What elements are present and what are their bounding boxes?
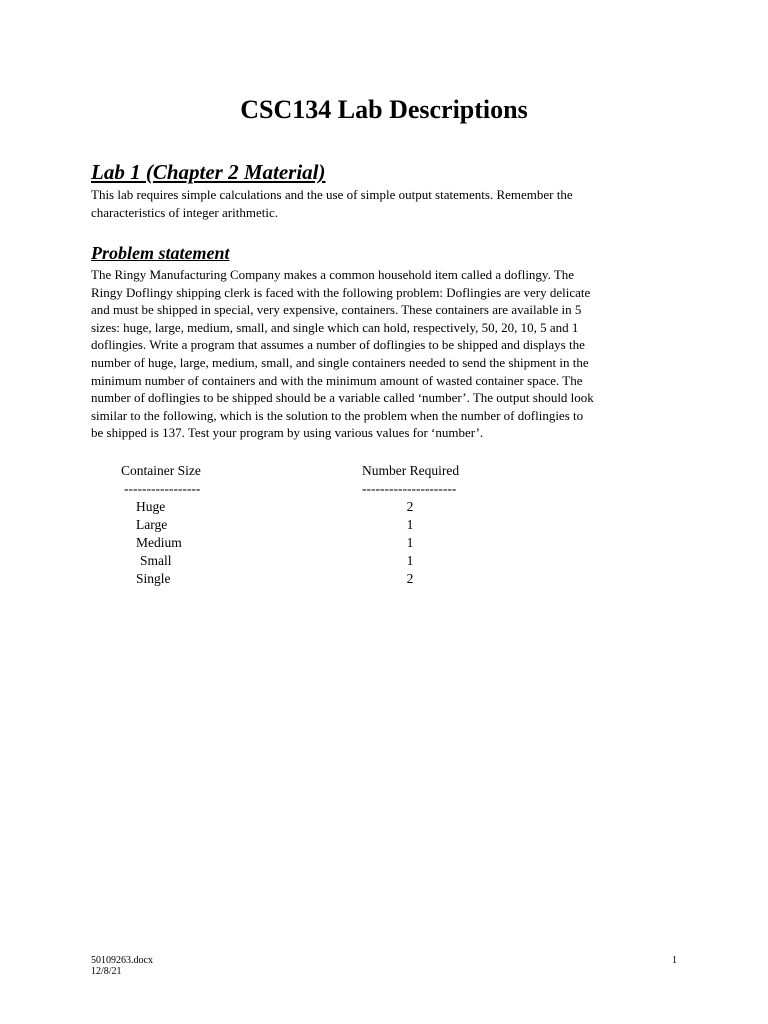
table-divider-number: --------------------- bbox=[362, 481, 457, 496]
problem-line: be shipped is 137. Test your program by using various values for ‘number’. bbox=[91, 425, 484, 441]
table-row-size: Single bbox=[136, 571, 171, 586]
table-row-number: 1 bbox=[406, 535, 414, 550]
problem-paragraph bbox=[91, 266, 691, 442]
problem-line: sizes: huge, large, medium, small, and single which can hold, respectively, 50, 20, 10, 5 and 1 bbox=[91, 319, 579, 335]
table-header-size: Container Size bbox=[121, 463, 201, 478]
footer-date: 12/8/21 bbox=[91, 966, 122, 977]
table-row-size: Medium bbox=[136, 535, 182, 550]
problem-line: minimum number of containers and with the minimum amount of wasted container space. The bbox=[91, 372, 583, 388]
problem-line: Ringy Doflingy shipping clerk is faced with the following problem: Doflingies are very delicate bbox=[91, 284, 591, 300]
intro-line: This lab requires simple calculations and the use of simple output statements. Remember the bbox=[91, 187, 573, 202]
table-divider-size: ----------------- bbox=[124, 481, 201, 496]
table-row-size: Small bbox=[140, 553, 172, 568]
document-title: CSC134 Lab Descriptions bbox=[240, 95, 528, 124]
problem-line: similar to the following, which is the solution to the problem when the number of doflingies to bbox=[91, 407, 584, 423]
problem-line: number of huge, large, medium, small, and single containers needed to send the shipment in the bbox=[91, 354, 589, 370]
problem-line: The Ringy Manufacturing Company makes a common household item called a doflingy. The bbox=[91, 267, 575, 282]
lab-heading: Lab 1 (Chapter 2 Material) bbox=[91, 160, 326, 184]
footer-page-number: 1 bbox=[672, 955, 677, 966]
problem-line: doflingies. Write a program that assumes a number of doflingies to be shipped and displays the bbox=[91, 337, 585, 353]
table-row-size: Huge bbox=[136, 499, 166, 514]
table-row-size: Large bbox=[136, 517, 168, 532]
problem-heading: Problem statement bbox=[91, 243, 230, 263]
table-row-number: 1 bbox=[406, 517, 414, 532]
problem-line: and must be shipped in special, very expensive, containers. These containers are available in 5 bbox=[91, 302, 582, 318]
table-row-number: 2 bbox=[406, 499, 414, 514]
table-header-number: Number Required bbox=[362, 463, 460, 478]
table-row-number: 1 bbox=[406, 553, 414, 568]
problem-line: number of doflingies to be shipped should be a variable called ‘number’. The output should look bbox=[91, 390, 594, 406]
intro-paragraph bbox=[91, 186, 691, 221]
footer-filename: 50109263.docx bbox=[91, 955, 153, 966]
table-row-number: 2 bbox=[406, 571, 414, 586]
intro-line: characteristics of integer arithmetic. bbox=[91, 204, 278, 220]
